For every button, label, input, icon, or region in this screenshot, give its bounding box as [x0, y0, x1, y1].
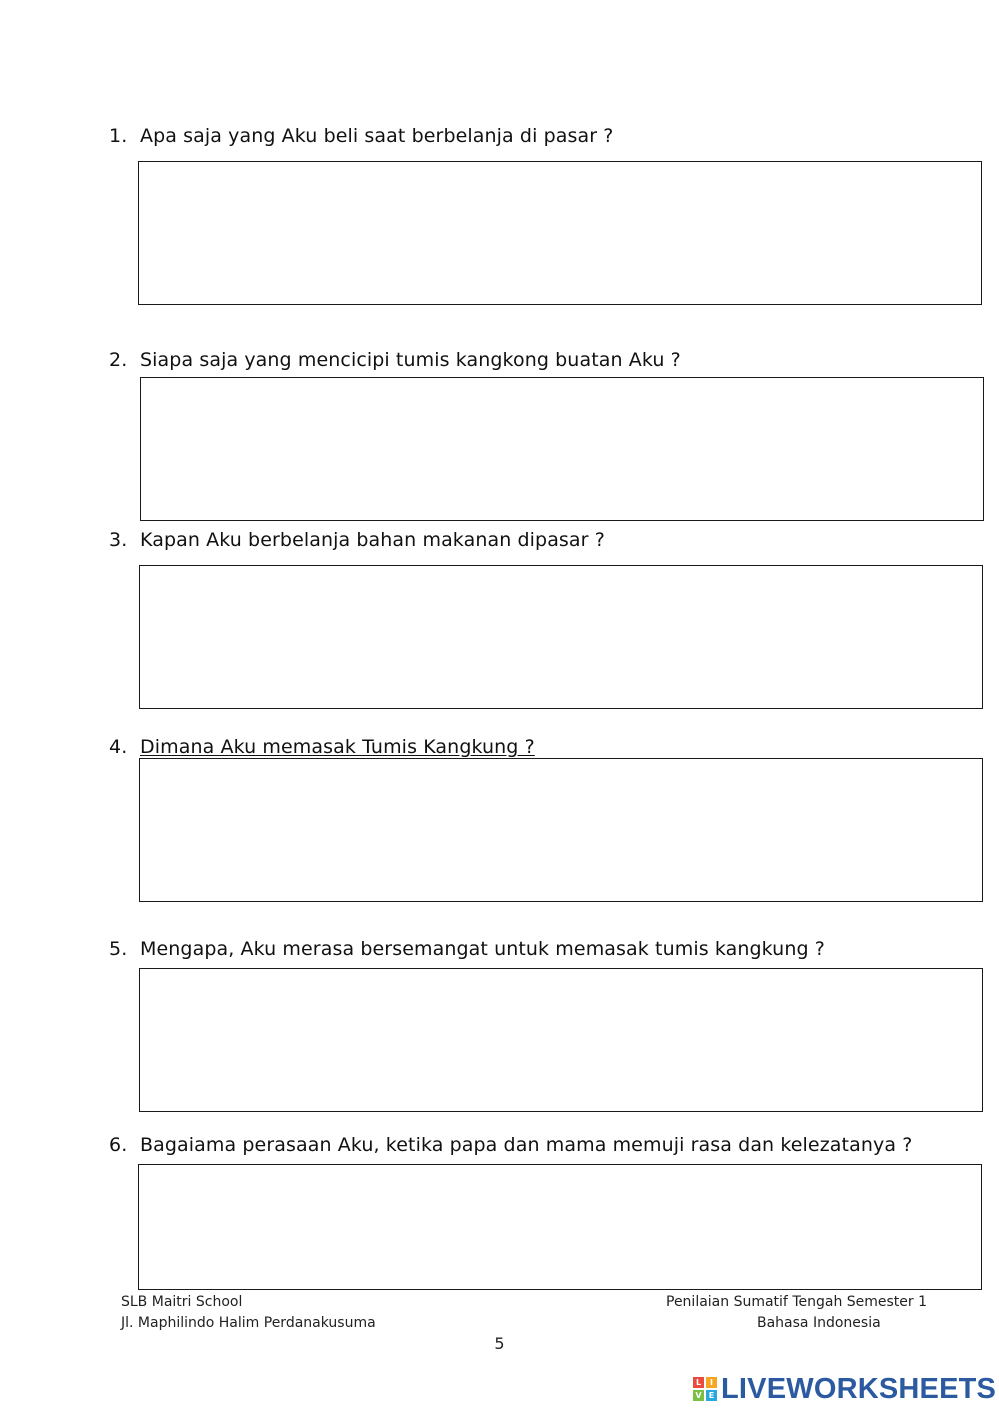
footer-assessment: Penilaian Sumatif Tengah Semester 1 [666, 1294, 928, 1310]
question-number: 2. [109, 349, 128, 371]
answer-box-4[interactable] [139, 758, 983, 902]
question-text: Kapan Aku berbelanja bahan makanan dipasar ? [140, 529, 605, 551]
brand-logo-letter: I [706, 1377, 717, 1388]
question-number: 1. [109, 125, 128, 147]
question-1 [109, 124, 614, 148]
liveworksheets-logo [693, 1372, 996, 1406]
answer-box-1[interactable] [138, 161, 982, 305]
question-number: 6. [109, 1134, 128, 1156]
question-number: 3. [109, 529, 128, 551]
question-text: Siapa saja yang mencicipi tumis kangkong buatan Aku ? [140, 349, 681, 371]
brand-logo-letter: L [693, 1377, 704, 1388]
page-number: 5 [494, 1334, 505, 1353]
question-text: Apa saja yang Aku beli saat berbelanja di pasar ? [140, 125, 614, 147]
question-text: Bagaiama perasaan Aku, ketika papa dan mama memuji rasa dan kelezatanya ? [140, 1134, 913, 1156]
brand-logo-letter: V [693, 1390, 704, 1401]
answer-box-2[interactable] [140, 377, 984, 521]
answer-box-6[interactable] [138, 1164, 982, 1290]
question-text: Mengapa, Aku merasa bersemangat untuk memasak tumis kangkung ? [140, 938, 825, 960]
footer-subject: Bahasa Indonesia [757, 1315, 881, 1331]
brand-name: LIVEWORKSHEETS [721, 1372, 997, 1405]
question-number: 5. [109, 938, 128, 960]
brand-logo-letter: E [706, 1390, 717, 1401]
brand-logo-icon [693, 1377, 717, 1401]
answer-box-5[interactable] [139, 968, 983, 1112]
question-2 [109, 348, 681, 372]
question-text: Dimana Aku memasak Tumis Kangkung ? [140, 736, 535, 758]
question-number: 4. [109, 736, 128, 758]
question-4 [109, 735, 535, 759]
footer-address: Jl. Maphilindo Halim Perdanakusuma [121, 1315, 376, 1331]
question-3 [109, 528, 605, 552]
answer-box-3[interactable] [139, 565, 983, 709]
question-5 [109, 937, 825, 961]
question-6 [109, 1133, 912, 1157]
footer-school: SLB Maitri School [121, 1294, 243, 1310]
